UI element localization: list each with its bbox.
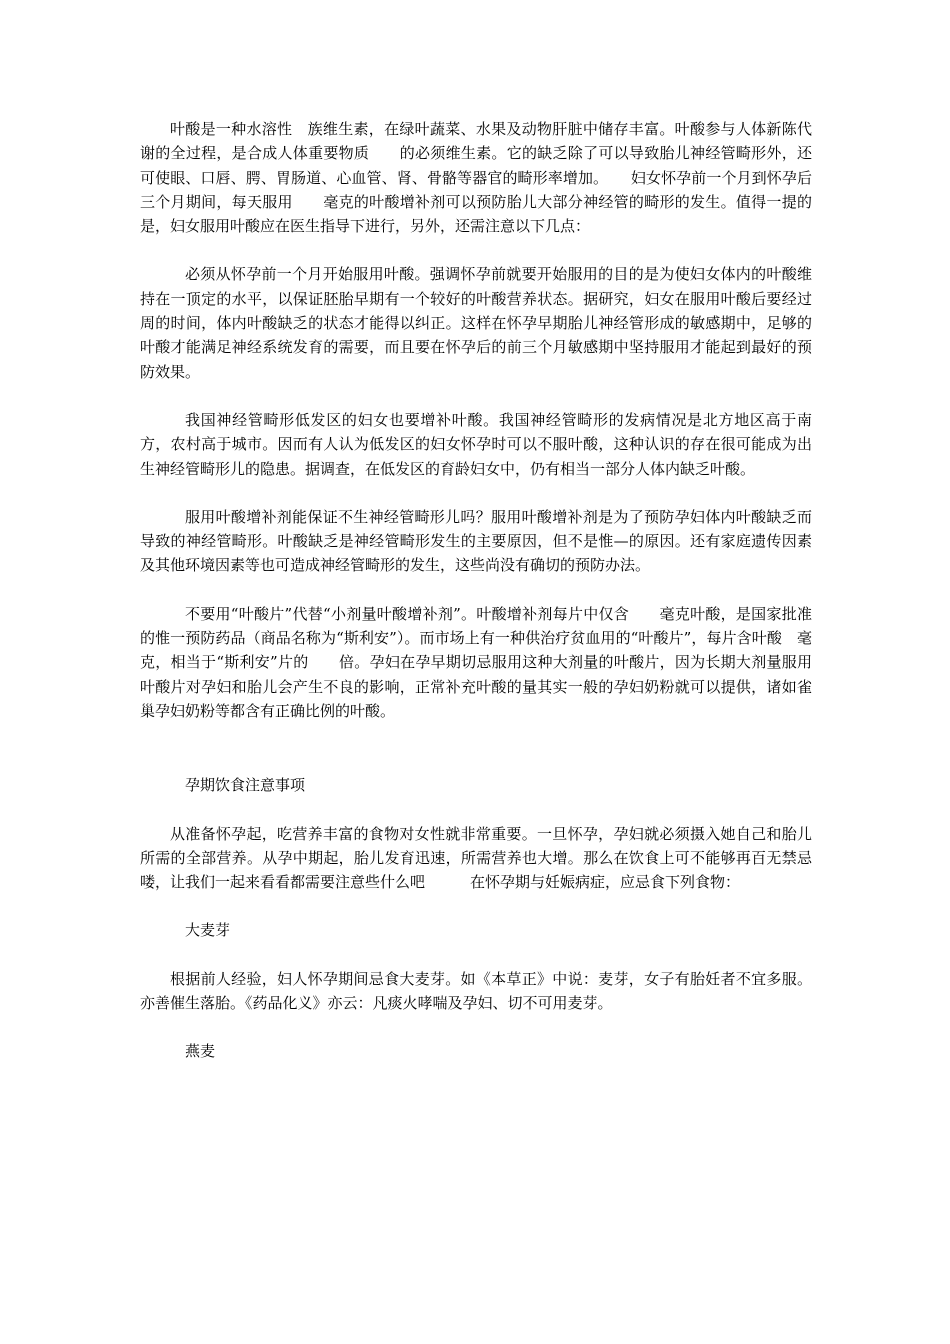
document-page bbox=[140, 117, 828, 1088]
item-title-oats: 燕麦 bbox=[185, 1042, 216, 1061]
paragraph-start-before-pregnancy: 必须从怀孕前一个月开始服用叶酸。强调怀孕前就要开始服用的目的是为使妇女体内的叶酸维持在一顶定的水平，以保证胚胎早期有一个较好的叶酸营养状态。据研究，妇女在服用叶酸后要经过 周的时间，体内叶酸缺乏的状态才能得以纠正。这样在怀孕早期胎儿神经管形成的敏感期中，足够的叶酸才能满足神经系统发育的需要，而且要在怀孕后的前三个月敏感期中坚持服用才能起到最好的预防效果。 bbox=[140, 265, 828, 381]
item-text-barley-sprout: 根据前人经验，妇人怀孕期间忌食大麦芽。如《本草正》中说：麦芽，女子有胎妊者不宜多服。亦善催生落胎。《药品化义》亦云：凡痰火哮喘及孕妇、切不可用麦芽。 bbox=[140, 969, 812, 1013]
paragraph-folic-acid-intro: 叶酸是一种水溶性 族维生素，在绿叶蔬菜、水果及动物肝脏中储存丰富。叶酸参与人体新陈代谢的全过程，是合成人体重要物质 的必须维生素。它的缺乏除了可以导致胎儿神经管畸形外，还可使眼、口唇、腭、胃肠道、心血管、肾、骨骼等器官的畸形率增加。 妇女怀孕前一个月到怀孕后三个月期间，每天服用 毫克的叶酸增补剂可以预防胎儿大部分神经管的畸形的发生。值得一提的是，妇女服用叶酸应在医生指导下进行，另外，还需注意以下几点： bbox=[140, 120, 812, 236]
item-title-barley-sprout: 大麦芽 bbox=[185, 921, 231, 940]
paragraph-guarantee-question: 服用叶酸增补剂能保证不生神经管畸形儿吗？服用叶酸增补剂是为了预防孕妇体内叶酸缺乏而导致的神经管畸形。叶酸缺乏是神经管畸形发生的主要原因，但不是惟—的原因。还有家庭遗传因素及其他环境因素等也可造成神经管畸形的发生，这些尚没有确切的预防办法。 bbox=[140, 507, 812, 575]
paragraph-low-incidence-regions: 我国神经管畸形低发区的妇女也要增补叶酸。我国神经管畸形的发病情况是北方地区高于南方，农村高于城市。因而有人认为低发区的妇女怀孕时可以不服叶酸，这种认识的存在很可能成为出生神经管畸形儿的隐患。据调查，在低发区的育龄妇女中，仍有相当一部分人体内缺乏叶酸。 bbox=[140, 410, 812, 478]
paragraph-tablet-warning: 不要用“叶酸片”代替“小剂量叶酸增补剂”。叶酸增补剂每片中仅含 毫克叶酸，是国家批准的惟一预防药品（商品名称为“斯利安”）。而市场上有一种供治疗贫血用的“叶酸片”，每片含叶酸 毫克，相当于“斯利安”片的 倍。孕妇在孕早期切忌服用这种大剂量的叶酸片，因为长期大剂量服用叶酸片对孕妇和胎儿会产生不良的影响，正常补充叶酸的量其实一般的孕妇奶粉就可以提供，诸如雀巢孕妇奶粉等都含有正确比例的叶酸。 bbox=[140, 604, 812, 720]
section-title: 孕期饮食注意事项 bbox=[185, 776, 306, 795]
paragraph-diet-intro: 从准备怀孕起，吃营养丰富的食物对女性就非常重要。一旦怀孕，孕妇就必须摄入她自己和胎儿所需的全部营养。从孕中期起，胎儿发育迅速，所需营养也大增。那么在饮食上可不能够再百无禁忌喽，让我们一起来看看都需要注意些什么吧 在怀孕期与妊娠病症，应忌食下列食物： bbox=[140, 824, 812, 892]
